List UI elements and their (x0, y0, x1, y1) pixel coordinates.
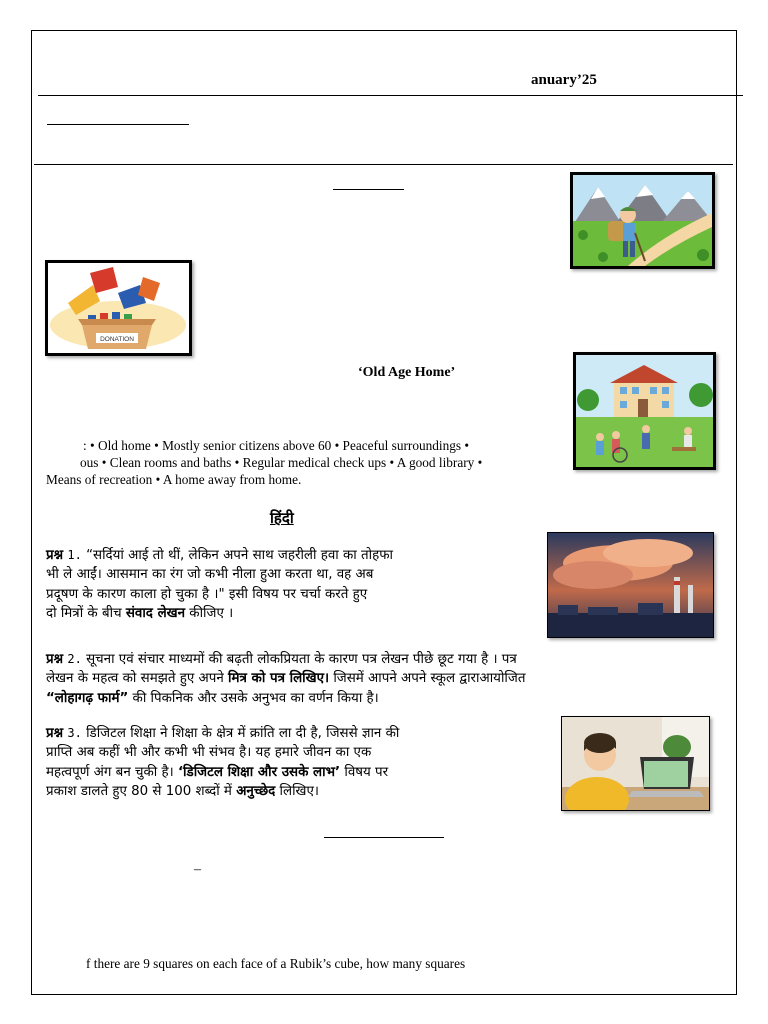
question-label: प्रश्न (46, 726, 64, 741)
section-underline (333, 189, 404, 190)
donation-box-illustration (45, 260, 192, 356)
q1-line: कीजिए । (185, 606, 234, 622)
q1-line: “सर्दियां आई तो थीं, लेकिन अपने साथ जहरीली हवा का तोहफा (86, 548, 394, 563)
header-top-rule (38, 95, 743, 96)
question-number: 3. (67, 726, 82, 740)
q3-line: प्रकाश डालते हुए 80 से 100 शब्दों में (46, 784, 237, 800)
q1-line: भी ले आईं। आसमान का रंग जो कभी नीला हुआ करता था, वह अब (46, 567, 374, 583)
q3-line: महत्वपूर्ण अंग बन चुकी है। (46, 764, 178, 780)
q3-line: डिजिटल शिक्षा ने शिक्षा के क्षेत्र में क्रांति ला दी है, जिससे ज्ञान की (86, 726, 400, 741)
section-divider (324, 837, 444, 838)
child-using-laptop-photo (561, 716, 710, 811)
donation-label: DONATION (100, 336, 134, 343)
hindi-question-3 (46, 724, 551, 802)
question-label: प्रश्न (46, 652, 64, 667)
q3-line: लिखिए। (275, 784, 319, 800)
q1-line: दो मित्रों के बीच (46, 606, 126, 622)
q3-line: प्राप्ति अब कहीं भी और कभी भी संभव है। यह हमारे जीवन का एक (46, 745, 372, 761)
hindi-section-title: हिंदी (270, 509, 294, 527)
question-label: प्रश्न (46, 548, 64, 563)
q2-line: सूचना एवं संचार माध्यमों की बढ़ती लोकप्रियता के कारण पत्र लेखन पीछे छूट गया है । पत्र (86, 652, 517, 667)
q3-line: विषय पर (340, 764, 389, 780)
q1-line: प्रदूषण के कारण काला हो चुका है ।" इसी विषय पर चर्चा करते हुए (46, 586, 368, 602)
q3-emphasis: ‘डिजिटल शिक्षा और उसके लाभ’ (177, 764, 341, 780)
q3-emphasis: अनुच्छेद (236, 784, 276, 800)
bullet-line: : • Old home • Mostly senior citizens above 60 • Peaceful surroundings • (83, 438, 470, 453)
bullet-line: Means of recreation • A home away from home. (46, 472, 302, 487)
q2-line: लेखन के महत्व को समझते हुए अपने (46, 671, 229, 687)
factory-pollution-photo (547, 532, 714, 638)
q2-line: जिसमें आपने अपने स्कूल द्वाराआयोजित (329, 671, 526, 687)
hiking-illustration (570, 172, 715, 269)
maths-question: f there are 9 squares on each face of a Rubik’s cube, how many squares (86, 956, 466, 971)
header-bottom-rule (34, 164, 733, 165)
question-number: 2. (67, 652, 82, 666)
dash-mark: – (194, 862, 201, 877)
english-topic-title: ‘Old Age Home’ (358, 365, 456, 380)
q2-emphasis: “लोहागढ़ फार्म” (46, 690, 129, 706)
name-underline (47, 124, 189, 125)
q2-emphasis: मित्र को पत्र लिखिए। (228, 671, 330, 687)
q1-emphasis: संवाद लेखन (125, 606, 186, 622)
header-date: anuary’25 (531, 72, 597, 88)
q2-line: की पिकनिक और उसके अनुभव का वर्णन किया है। (128, 690, 379, 706)
question-number: 1. (67, 548, 82, 562)
old-age-home-illustration (573, 352, 716, 470)
hindi-question-2 (46, 650, 708, 708)
hindi-question-1 (46, 546, 536, 624)
bullet-line: ous • Clean rooms and baths • Regular medical check ups • A good library • (80, 455, 483, 470)
english-bullet-points (46, 437, 566, 488)
